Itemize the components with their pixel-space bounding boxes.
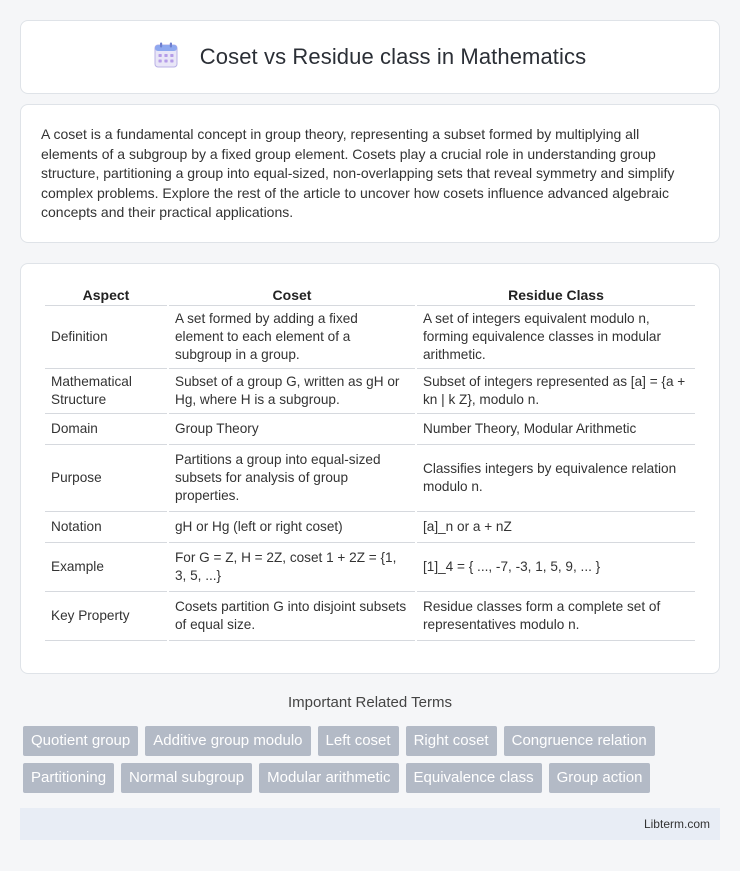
cell-residue-class: A set of integers equivalent modulo n, forming equivalence classes in modular arithmetic. xyxy=(417,306,695,369)
intro-text: A coset is a fundamental concept in group theory, representing a subset formed by multiplying all elements of a subgroup by a fixed group element. Cosets play a crucial role in understanding group structure, partitioning a group into equal-sized, non-overlapping sets that reveal symmetry and simplify complex problems. Explore the rest of the article to uncover how cosets influence advanced algebraic concepts and their practical applications. xyxy=(41,126,675,220)
table-row xyxy=(45,543,695,592)
column-header-residue-class: Residue Class xyxy=(417,284,695,306)
cell-residue-class: Subset of integers represented as [a] = {a + kn | k Z}, modulo n. xyxy=(417,369,695,414)
cell-aspect: Domain xyxy=(45,414,167,445)
cell-coset: Group Theory xyxy=(169,414,415,445)
calendar-icon xyxy=(154,42,178,73)
tag-normal-subgroup[interactable]: Normal subgroup xyxy=(121,763,252,793)
comparison-table xyxy=(43,284,697,641)
related-terms-tags xyxy=(23,726,723,793)
cell-residue-class: [a]_n or a + nZ xyxy=(417,512,695,543)
footer xyxy=(20,808,720,840)
tag-congruence-relation[interactable]: Congruence relation xyxy=(504,726,655,756)
cell-coset: Subset of a group G, written as gH or Hg, where H is a subgroup. xyxy=(169,369,415,414)
table-row xyxy=(45,369,695,414)
table-row xyxy=(45,414,695,445)
cell-aspect: Mathematical Structure xyxy=(45,369,167,414)
table-row xyxy=(45,306,695,369)
page-title: Coset vs Residue class in Mathematics xyxy=(199,44,587,69)
title-wrap xyxy=(154,42,586,73)
table-header-row xyxy=(45,284,695,306)
cell-coset: Cosets partition G into disjoint subsets of equal size. xyxy=(169,592,415,641)
intro-card xyxy=(20,104,720,243)
cell-residue-class: Classifies integers by equivalence relation modulo n. xyxy=(417,445,695,512)
tag-quotient-group[interactable]: Quotient group xyxy=(23,726,138,756)
cell-coset: A set formed by adding a fixed element to each element of a subgroup in a group. xyxy=(169,306,415,369)
cell-aspect: Notation xyxy=(45,512,167,543)
cell-coset: gH or Hg (left or right coset) xyxy=(169,512,415,543)
header-card xyxy=(20,20,720,94)
footer-site-link[interactable]: Libterm.com xyxy=(643,817,710,831)
related-terms-title: Important Related Terms xyxy=(288,694,452,711)
cell-aspect: Purpose xyxy=(45,445,167,512)
column-header-coset: Coset xyxy=(169,284,415,306)
cell-coset: For G = Z, H = 2Z, coset 1 + 2Z = {1, 3, 5, ...} xyxy=(169,543,415,592)
tag-right-coset[interactable]: Right coset xyxy=(406,726,497,756)
table-row xyxy=(45,592,695,641)
comparison-table-card xyxy=(20,263,720,674)
cell-residue-class: Residue classes form a complete set of representatives modulo n. xyxy=(417,592,695,641)
cell-residue-class: Number Theory, Modular Arithmetic xyxy=(417,414,695,445)
tag-modular-arithmetic[interactable]: Modular arithmetic xyxy=(259,763,398,793)
tag-left-coset[interactable]: Left coset xyxy=(318,726,399,756)
cell-aspect: Definition xyxy=(45,306,167,369)
cell-residue-class: [1]_4 = { ..., -7, -3, 1, 5, 9, ... } xyxy=(417,543,695,592)
column-header-aspect: Aspect xyxy=(45,284,167,306)
cell-aspect: Example xyxy=(45,543,167,592)
cell-coset: Partitions a group into equal-sized subsets for analysis of group properties. xyxy=(169,445,415,512)
tag-equivalence-class[interactable]: Equivalence class xyxy=(406,763,542,793)
tag-additive-group-modulo[interactable]: Additive group modulo xyxy=(145,726,310,756)
cell-aspect: Key Property xyxy=(45,592,167,641)
table-row xyxy=(45,445,695,512)
table-row xyxy=(45,512,695,543)
tag-partitioning[interactable]: Partitioning xyxy=(23,763,114,793)
tag-group-action[interactable]: Group action xyxy=(549,763,651,793)
